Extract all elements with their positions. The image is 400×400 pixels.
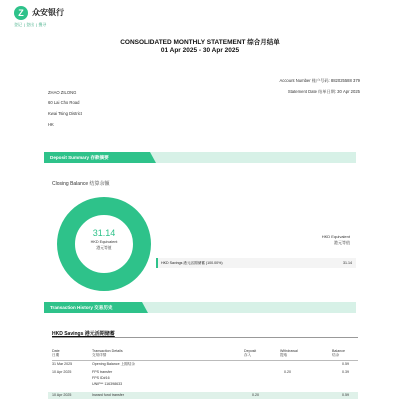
row2-balance: 0.39: [342, 370, 349, 374]
row2-withdrawal: 0.20: [284, 370, 291, 374]
top-links: 登记 | 登出 | 搜寻: [14, 22, 47, 27]
col-balance: Balance 结余: [332, 349, 345, 357]
hkd-savings-account-title: HKD Savings 港元活期储蓄: [52, 331, 115, 337]
col-details: Transaction Details 交易详情: [92, 349, 123, 357]
row5-date: 10 Apr 2025: [52, 393, 72, 397]
row1-details: Opening Balance 上期结余: [92, 362, 135, 366]
statement-period: 01 Apr 2025 - 30 Apr 2025: [160, 47, 240, 54]
row1-balance: 0.59: [342, 362, 349, 366]
account-number: Account Number 账户号码: 882025588 379: [279, 78, 360, 83]
brand-logo-icon: Z: [14, 6, 28, 20]
row2-details: FPS transfer: [92, 370, 113, 374]
row1-date: 31 Mar 2025: [52, 362, 73, 366]
address-line2: Kwai Tsing District: [48, 111, 82, 116]
closing-balance-label: Closing Balance 结算余额: [52, 181, 110, 187]
hkd-savings-label: HKD Savings 港元活期储蓄 (100.00%): [161, 261, 223, 265]
row5-balance: 0.59: [342, 393, 349, 397]
statement-date: Statement Date 结单日期: 30 Apr 2025: [287, 89, 360, 94]
donut-value: 31.14: [92, 228, 116, 238]
address-line1: 60 Lai Cho Road: [48, 100, 80, 105]
col-deposit: Deposit 存入: [244, 349, 257, 357]
link-search[interactable]: 搜寻: [38, 22, 47, 27]
divider: [52, 337, 358, 338]
header-divider: [52, 360, 358, 361]
hkd-equivalent-label: HKD Equivalent: [321, 234, 350, 239]
statement-title: CONSOLIDATED MONTHLY STATEMENT 综合月结单: [120, 39, 280, 46]
donut-center: [56, 228, 152, 251]
hkd-equivalent-label-cn: 港元等值: [334, 240, 350, 245]
donut-label-cn: 港元等值: [96, 246, 112, 250]
link-register[interactable]: 登记: [14, 22, 22, 27]
brand-name: 众安银行: [32, 8, 64, 17]
link-logout[interactable]: 登出: [26, 22, 35, 27]
row2-date: 10 Apr 2025: [52, 370, 72, 374]
row5-deposit: 0.20: [252, 393, 259, 397]
deposit-summary-title: Deposit Summary 存款摘要: [44, 152, 150, 163]
row4-details: UNIP** 116398633: [92, 382, 123, 386]
transaction-history-title: Transaction History 交易历史: [44, 302, 142, 313]
address-line3: HK: [48, 122, 54, 127]
row5-details: Inward fund transfer: [92, 393, 124, 397]
hkd-savings-row: [156, 258, 356, 268]
address-name: ZHAO ZILONG: [48, 90, 77, 95]
col-withdrawal: Withdrawal 提取: [280, 349, 298, 357]
donut-label-en: HKD Equivalent: [90, 240, 118, 244]
hkd-savings-value: 31.14: [343, 261, 352, 265]
col-date: Date 日期: [52, 349, 60, 357]
row3-details: FPS ID#16: [92, 376, 110, 380]
